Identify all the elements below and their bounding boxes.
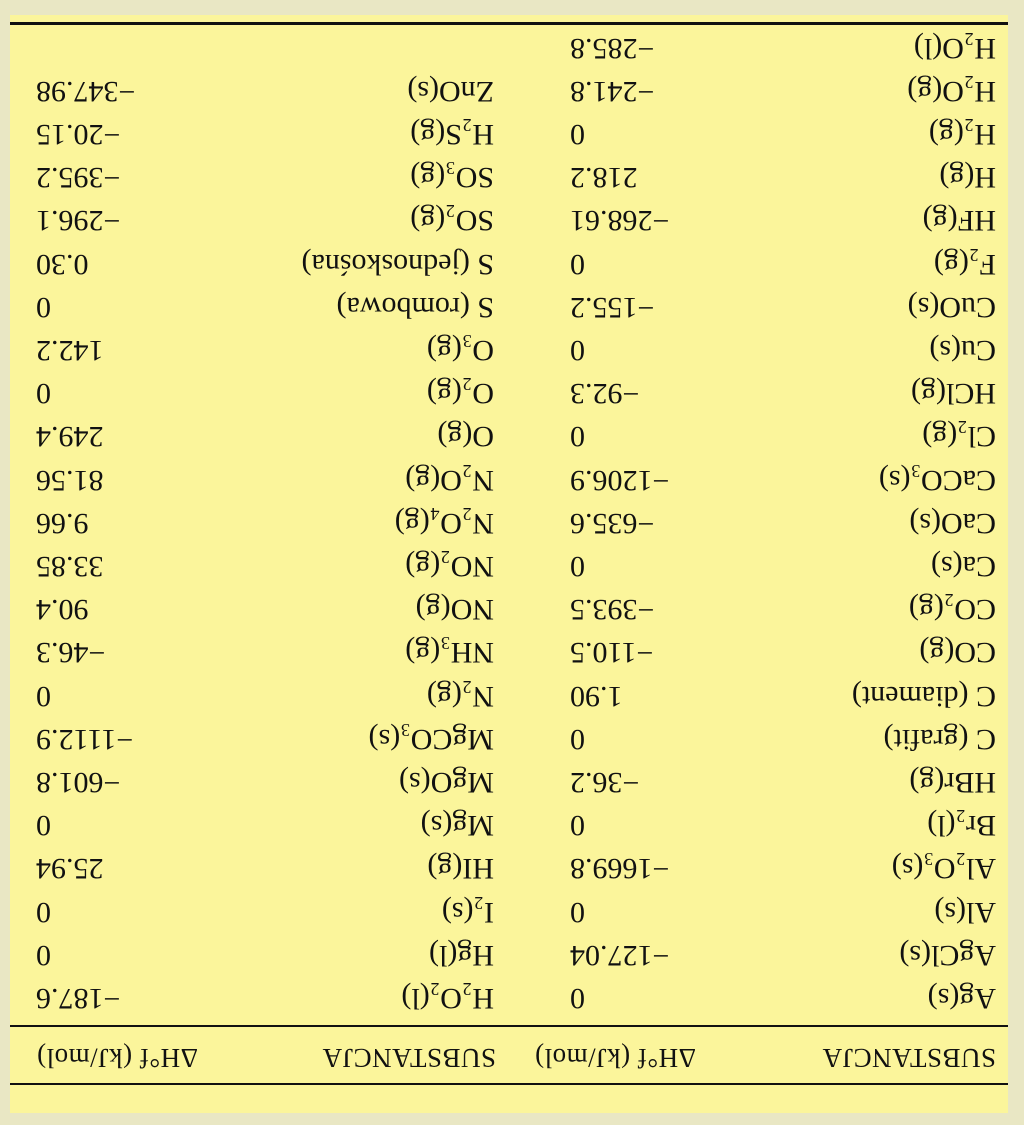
right-enthalpy-cell: 0 (36, 809, 51, 843)
left-enthalpy-cell: −635.6 (570, 506, 655, 540)
left-enthalpy-cell: −268.61 (570, 204, 670, 238)
left-substance-cell: C (grafit) (883, 722, 996, 756)
left-substance-cell: AgCl(s) (899, 938, 996, 972)
right-substance-cell: ZnO(s) (407, 74, 494, 108)
header-enthalpy-right: ΔH°f (kJ/mol) (36, 1043, 198, 1073)
table-row (10, 543, 1008, 587)
right-substance-cell: H₂O₂(l) (401, 982, 494, 1015)
table-row (10, 154, 1008, 198)
table-row (10, 889, 1008, 933)
table-row (10, 457, 1008, 501)
left-enthalpy-cell: 218.2 (570, 161, 638, 195)
right-substance-cell: MgO(s) (399, 766, 494, 799)
table-row (10, 802, 1008, 846)
right-substance-cell: O(g) (437, 420, 494, 454)
left-enthalpy-cell: 0 (570, 809, 585, 843)
right-enthalpy-cell: −46.3 (36, 636, 106, 670)
right-substance-cell: HI(g) (427, 852, 494, 886)
right-substance-cell: N₂O₄(g) (394, 506, 494, 540)
header-substance-right: SUBSTANCJA (322, 1043, 496, 1073)
right-enthalpy-cell: −601.8 (36, 766, 121, 799)
right-substance-cell: S (jednoskośna) (301, 247, 494, 281)
left-substance-cell: Al(s) (934, 895, 996, 929)
table-row (10, 413, 1008, 457)
table-row (10, 284, 1008, 328)
left-substance-cell: Br₂(l) (927, 809, 996, 843)
right-enthalpy-cell: 33.85 (36, 550, 104, 583)
right-enthalpy-cell: 249.4 (36, 420, 104, 454)
right-substance-cell: N₂(g) (426, 679, 494, 713)
header-rule (10, 1025, 1008, 1027)
left-enthalpy-cell: 0 (570, 895, 585, 929)
right-enthalpy-cell: −347.98 (36, 74, 136, 108)
table-row (10, 586, 1008, 630)
right-enthalpy-cell: 0 (36, 895, 51, 929)
left-substance-cell: H₂O(l) (913, 31, 996, 65)
right-substance-cell: NH₃(g) (405, 636, 494, 670)
left-substance-cell: CO₂(g) (908, 593, 996, 627)
right-enthalpy-cell: 0 (36, 938, 51, 972)
table-row (10, 111, 1008, 155)
left-enthalpy-cell: −1206.9 (570, 463, 670, 497)
left-enthalpy-cell: −285.8 (570, 31, 655, 65)
table-row (10, 629, 1008, 673)
right-substance-cell: O₃(g) (426, 334, 494, 367)
right-enthalpy-cell: 25.94 (36, 852, 104, 886)
table-row (10, 241, 1008, 285)
right-substance-cell: N₂O(g) (405, 463, 494, 497)
left-enthalpy-cell: 0 (570, 420, 585, 454)
right-substance-cell: O₂(g) (426, 377, 494, 411)
table-row (10, 845, 1008, 889)
table-top-rule (10, 1083, 1008, 1085)
table-row (10, 68, 1008, 112)
enthalpy-table (10, 15, 1008, 1113)
right-enthalpy-cell: 90.4 (36, 593, 89, 627)
left-enthalpy-cell: 1.90 (570, 679, 623, 713)
left-enthalpy-cell: −92.3 (570, 377, 640, 411)
right-substance-cell: SO₃(g) (410, 161, 494, 195)
table-row (10, 25, 1008, 69)
right-substance-cell: MgCO₃(s) (368, 722, 494, 756)
right-enthalpy-cell: −296.1 (36, 204, 121, 238)
right-substance-cell: Hg(l) (429, 938, 494, 972)
left-substance-cell: Ca(s) (931, 550, 996, 583)
header-enthalpy-left: ΔH°f (kJ/mol) (534, 1043, 696, 1073)
left-substance-cell: Cu(s) (929, 334, 996, 367)
left-enthalpy-cell: 0 (570, 722, 585, 756)
right-enthalpy-cell: 0.30 (36, 247, 89, 281)
right-substance-cell: SO₂(g) (410, 204, 494, 238)
left-substance-cell: CO(g) (919, 636, 996, 670)
table-row (10, 327, 1008, 371)
right-substance-cell: NO(g) (415, 593, 494, 627)
left-substance-cell: HCl(g) (911, 377, 996, 411)
left-substance-cell: Al₂O₃(s) (891, 852, 996, 886)
left-enthalpy-cell: −110.5 (570, 636, 654, 670)
right-enthalpy-cell: −1112.9 (36, 722, 134, 756)
left-enthalpy-cell: −1669.8 (570, 852, 670, 886)
right-enthalpy-cell: 0 (36, 679, 51, 713)
left-substance-cell: CuO(s) (907, 290, 996, 324)
left-substance-cell: CaO(s) (909, 506, 996, 540)
left-substance-cell: F₂(g) (933, 247, 996, 281)
right-enthalpy-cell: 0 (36, 377, 51, 411)
right-enthalpy-cell: 0 (36, 290, 51, 324)
right-substance-cell: S (rombowa) (336, 290, 494, 324)
left-enthalpy-cell: 0 (570, 247, 585, 281)
left-substance-cell: CaCO₃(s) (878, 463, 996, 497)
left-substance-cell: H₂O(g) (907, 74, 996, 108)
left-substance-cell: C (diament) (851, 679, 996, 713)
left-enthalpy-cell: −127.04 (570, 938, 670, 972)
left-enthalpy-cell: −393.5 (570, 593, 655, 627)
left-substance-cell: H(g) (939, 161, 996, 195)
right-enthalpy-cell: 81.56 (36, 463, 104, 497)
table-row (10, 500, 1008, 544)
right-enthalpy-cell: −187.6 (36, 982, 121, 1015)
table-row (10, 370, 1008, 414)
left-enthalpy-cell: 0 (570, 982, 585, 1015)
left-enthalpy-cell: 0 (570, 550, 585, 583)
table-row (10, 197, 1008, 241)
left-substance-cell: H₂(g) (928, 118, 996, 151)
table-bottom-rule (10, 22, 1008, 25)
right-enthalpy-cell: −395.2 (36, 161, 121, 195)
header-substance-left: SUBSTANCJA (822, 1043, 996, 1073)
right-enthalpy-cell: 142.2 (36, 334, 104, 367)
right-substance-cell: NO₂(g) (405, 550, 494, 583)
left-enthalpy-cell: −241.8 (570, 74, 655, 108)
left-enthalpy-cell: 0 (570, 118, 585, 151)
table-row (10, 975, 1008, 1019)
table-row (10, 673, 1008, 717)
right-enthalpy-cell: 9.66 (36, 506, 89, 540)
left-enthalpy-cell: −155.2 (570, 290, 655, 324)
right-enthalpy-cell: −20.15 (36, 118, 121, 151)
right-substance-cell: I₂(s) (441, 895, 494, 929)
left-enthalpy-cell: 0 (570, 334, 585, 367)
table-row (10, 932, 1008, 976)
left-enthalpy-cell: −36.2 (570, 766, 640, 799)
table-row (10, 716, 1008, 760)
right-substance-cell: H₂S(g) (410, 118, 494, 151)
left-substance-cell: Cl₂(g) (922, 420, 996, 454)
left-substance-cell: Ag(s) (927, 982, 996, 1015)
left-substance-cell: HBr(g) (909, 766, 996, 799)
left-substance-cell: HF(g) (922, 204, 996, 238)
right-substance-cell: Mg(s) (420, 809, 494, 843)
table-row (10, 759, 1008, 803)
